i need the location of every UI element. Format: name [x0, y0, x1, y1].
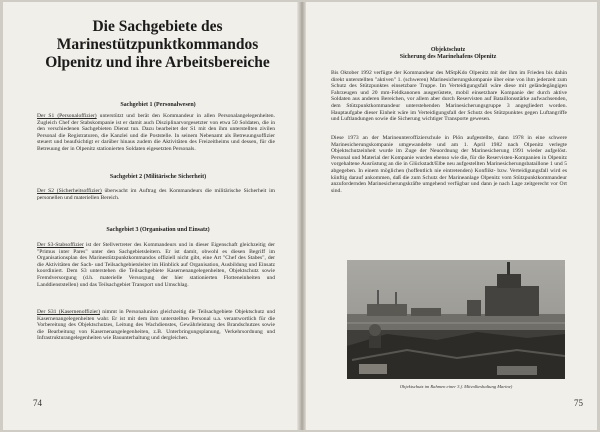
section-lead-s1: Der S1 (Personaloffizier)	[37, 113, 97, 119]
section-paragraph-s1	[37, 113, 275, 153]
section-text-s3: ist der Stellvertreter des Kommandeurs und in dieser Eigenschaft gleichzeitig der "Primus inter Pares" unter den Sachgebietsleitern. Er ist damit, obwohl es diesen Begriff im Organisationsplan des Marinestützpunktkommandos offiziell nicht gibt, eine Art "Chef des Stabes", der die Aktivitäten der Sach- und Teilsachgebietsleiter im Hinblick auf Organisation, Ausbildung und Einsatz koordiniert. Dem S3 unterstehen die Teilsachgebiete Kasernenangelegenheiten, Objektschutz sowie Fremdversorgung (d.h. materielle Versorgung der hier stationierten Flotteneinheiten und Landdienststellen) und das Teilsachgebiet Transport und Umschlag.	[37, 242, 275, 288]
section-heading-s1: Sachgebiet 1 (Personalwesen)	[120, 102, 196, 108]
section-heading-s3: Sachgebiet 3 (Organisation und Einsatz)	[106, 227, 210, 233]
right-paragraph-2: Diese 1973 an der Marineunteroffizierschule in Plön aufgestellte, dann 1978 in eine schwere Marinesicherungskompanie umgewandelte und am 1. April 1982 nach Olpenitz verlegte Objektschutzeinheit wurde im Zuge der Neuordnung der Marinesicherung 1991 wieder aufgelöst. Personal und Material der Kompanie wurden ebenso wie die, für die Reservisten-Kompanien in Olpenitz vorgehaltene Ausrüstung an die in Glückstadt/Elbe neu aufgestellten Marinesicherungsbataillone 1 und 5 abgegeben. In einem möglichen (hoffentlich nie eintretenden) Konflikt- bzw. Verteidigungsfall wird es künftig darauf ankommen, daß die zum Schutz der Marineanlage Olpenitz vom Stützpunktkommandeur anzufordernden Marinesicherungskräfte umgehend verfügbar und dann je nach Lage zeitgerecht vor Ort sind.	[331, 135, 567, 194]
page-title	[35, 18, 280, 72]
ship-photo-illustration	[347, 260, 565, 379]
section-heading-s2: Sachgebiet 2 (Militärische Sicherheit)	[109, 174, 207, 180]
left-page	[3, 2, 298, 430]
section-text-s2: überwacht im Auftrag des Kommandeurs die militärische Sicherheit im personellen und materiellen Bereich.	[37, 188, 275, 201]
section-lead-s3: Der S3-Stabsoffizier	[37, 242, 84, 248]
section-text-s31: nimmt in Personalunion gleichzeitig die Teilsachgebiete Objektschutz und Kasernenangelegenheiten wahr. Er ist mit dem ihm unterstellten Personal u.a. verantwortlich für die Vorbereitung des Objektschutzes, Leitung des Wachdienstes, Gewährleistung des Brandschutzes sowie die Bearbeitung von Kasernenangelegenheiten, z.B. Unterbringungsplanung, Verkehrsordnung und Infrastrukturangelegenheiten wie Bauunterhaltung und dergleichen.	[37, 309, 276, 342]
right-paragraph-1: Bis Oktober 1992 verfügte der Kommandeur des MStpKdo Olpenitz mit der ihm im Frieden bis dahin direkt unterstellten "aktiven" 1. (schweren) Marinesicherungskompanie über eine von ihm jederzeit zum Schutz des Stützpunktes einsetzbare Truppe. Im Verteidigungsfall wäre diese mit geländegängigen Fahrzeugen und 20 mm-Feldkanonen ausgerüstete, mobil einsetzbare Kompanie der durch aktive Soldaten aus anderen Bereichen, vor allem aber durch Reservisten auf Bataillonsstärke aufwachsenden, dem Stützpunktkommandeur unterstehenden Marinesicherungsgruppe 3 angegliedert worden. Hauptaufgabe dieser Einheit wäre im Verteidigungsfall der Schutz des Stützpunktes gegen Luftangriffe und Luftlandungen sowie die Sicherung wichtiger Transporte gewesen.	[331, 70, 567, 123]
section-paragraph-s3	[37, 242, 275, 288]
section-paragraph-s31	[37, 309, 275, 342]
right-heading-line-2: Sicherung des Marinehafens Olpenitz	[399, 54, 497, 60]
photo-caption: Objektschutz im Rahmen einer 3.f. Mitvolkeshaltung Marine)	[399, 384, 513, 389]
section-paragraph-s2	[37, 188, 275, 201]
book-spread	[3, 2, 597, 430]
right-heading-line-1: Objektschutz	[430, 47, 466, 53]
title-line-3: Olpenitz und ihre Arbeitsbereiche	[45, 54, 270, 71]
page-number-left: 74	[33, 398, 42, 408]
right-heading	[333, 47, 563, 61]
page-number-right: 75	[574, 398, 583, 408]
section-lead-s31: Der S31 (Kasernenoffizier)	[37, 309, 100, 315]
title-line-2: Marinestützpunktkommandos	[56, 36, 259, 53]
section-text-s1: unterstützt und berät den Kommandeur in allen Personalangelegenheiten. Zugleich Chef der Stabskompanie ist er damit auch Disziplinarvorgesetzter von etwa 50 Soldaten, die in den verschiedenen Sachgebieten Dienst tun. Dazu bearbeitet der S1 mit den ihm unterstellten zivilen Personal die Registraturen, die Kanzlei und die Poststelle. In seinem Nebenamt als Betreuungsoffizier steuert und beaufsichtigt er darüber hinaus zudem die Aktivitäten des Freizeitheims und dessen, für die Betreuung der in Olpenitz stationierten Soldaten eigesetzten Personals.	[37, 113, 275, 152]
ship-photo	[347, 260, 565, 379]
title-line-1: Die Sachgebiete des	[92, 18, 223, 35]
section-lead-s2: Der S2 (Sicherheitsoffizier)	[37, 188, 102, 194]
